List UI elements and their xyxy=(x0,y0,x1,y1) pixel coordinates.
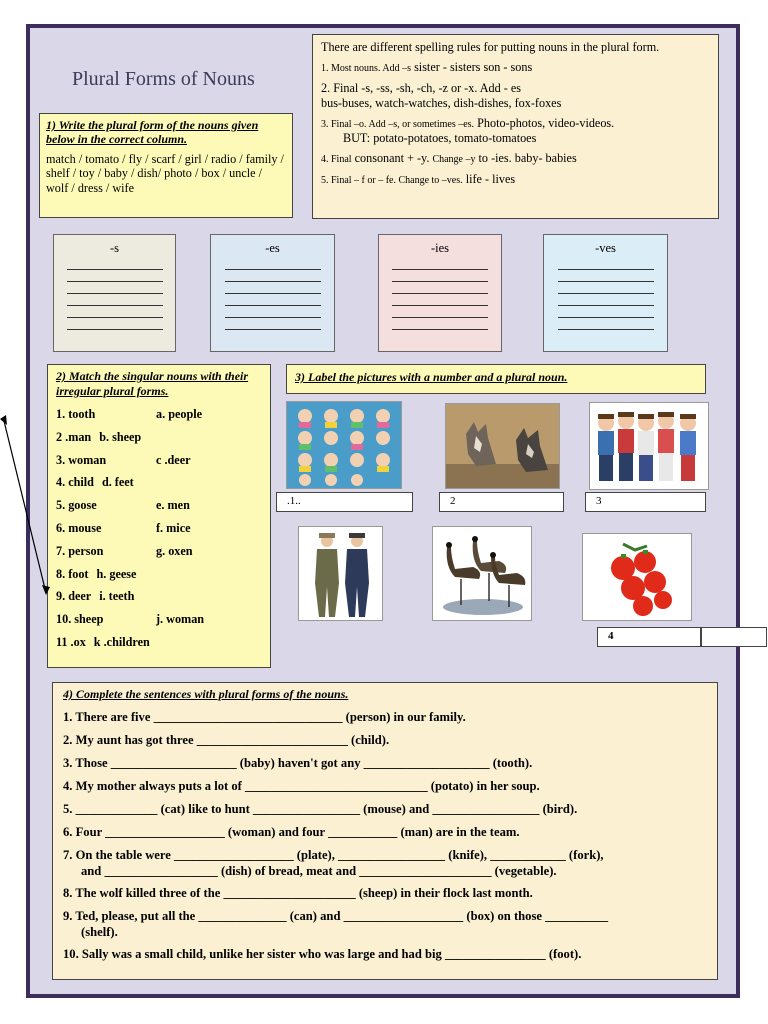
men-image xyxy=(299,527,383,621)
singular-noun: 2 .man xyxy=(56,429,92,444)
rule-2 xyxy=(321,81,710,110)
rule-3-examples: Photo-photos, video-videos. xyxy=(474,115,615,130)
wolves-image xyxy=(446,404,560,489)
match-pair[interactable] xyxy=(56,517,262,540)
tomatoes-image xyxy=(583,534,692,621)
match-pair[interactable] xyxy=(56,449,262,472)
match-pair[interactable] xyxy=(56,403,262,426)
column-s xyxy=(53,234,176,352)
sentence-5[interactable]: 5. _____________ (cat) like to hunt _________________ (mouse) and _________________ (bird). xyxy=(63,802,578,816)
task-3-heading-box xyxy=(286,364,706,394)
wolves-picture xyxy=(445,403,560,489)
plural-noun: h. geese xyxy=(96,566,137,581)
column-ves-lines[interactable] xyxy=(544,258,667,330)
sentence-9[interactable] xyxy=(63,908,707,940)
singular-noun: 4. child xyxy=(56,475,94,490)
rules-intro: There are different spelling rules for putting nouns in the plural form. xyxy=(321,40,660,54)
singular-noun: 10. sheep xyxy=(56,612,104,627)
sentence-3[interactable]: 3. Those ____________________ (baby) haven't got any ____________________ (tooth). xyxy=(63,756,533,770)
rule-4 xyxy=(321,151,710,166)
sentence-4[interactable]: 4. My mother always puts a lot of _____________________________ (potato) in her soup. xyxy=(63,779,540,793)
column-es xyxy=(210,234,335,352)
sentence-1[interactable]: 1. There are five ______________________________ (person) in our family. xyxy=(63,710,466,724)
singular-noun: 11 .ox xyxy=(56,634,86,649)
sentence-7-line2: and __________________ (dish) of bread, meat and _____________________ (vegetable). xyxy=(81,864,557,878)
plural-noun: c .deer xyxy=(156,452,191,467)
rule-4-examples: to -ies. baby- babies xyxy=(475,151,577,166)
column-ves xyxy=(543,234,668,352)
match-pair[interactable] xyxy=(56,540,262,563)
matching-arrow xyxy=(0,415,60,595)
rule-4-change: Change –y xyxy=(432,154,476,166)
plural-noun: d. feet xyxy=(101,475,134,490)
men-picture xyxy=(298,526,383,621)
page-title: Plural Forms of Nouns xyxy=(72,68,255,90)
match-pair[interactable] xyxy=(56,585,262,608)
plural-noun: f. mice xyxy=(156,520,191,535)
children-image xyxy=(590,403,709,490)
picture-1-label[interactable]: .1.. xyxy=(276,492,413,512)
babies-picture xyxy=(286,401,402,489)
rule-1 xyxy=(321,60,710,75)
match-pair[interactable] xyxy=(56,471,262,494)
sentence-7[interactable] xyxy=(63,847,707,879)
sentence-9-line2: (shelf). xyxy=(81,925,118,939)
picture-3-label[interactable]: 3 xyxy=(585,492,706,512)
match-pair[interactable] xyxy=(56,563,262,586)
column-es-lines[interactable] xyxy=(211,258,334,330)
rule-1-label: 1. Most nouns. Add –s xyxy=(321,63,412,75)
rule-5-examples: life - lives xyxy=(462,171,516,186)
geese-image xyxy=(433,527,532,621)
plural-noun: b. sheep xyxy=(99,429,142,444)
sentence-8[interactable]: 8. The wolf killed three of the _____________________ (sheep) in their flock last month. xyxy=(63,886,533,900)
column-ies xyxy=(378,234,502,352)
children-picture xyxy=(589,402,709,490)
singular-noun: 1. tooth xyxy=(56,407,96,421)
column-ies-lines[interactable] xyxy=(379,258,501,330)
plural-noun: k .children xyxy=(93,634,150,649)
column-s-lines[interactable] xyxy=(54,258,175,330)
rule-5 xyxy=(321,172,710,187)
match-pair[interactable] xyxy=(56,631,262,654)
rule-4-mid: consonant + -y. xyxy=(351,151,433,166)
task-4-box xyxy=(52,682,718,980)
task-1-heading: 1) Write the plural form of the nouns given below in the correct column. xyxy=(46,118,259,147)
sentence-6[interactable]: 6. Four ___________________ (woman) and four ___________ (man) are in the team. xyxy=(63,825,520,839)
rule-4-label: 4. Final xyxy=(321,154,352,166)
rule-3-line2: BUT: potato-potatoes, tomato-tomatoes xyxy=(343,130,537,145)
picture-4-answer-box[interactable] xyxy=(701,627,767,647)
sentence-2[interactable]: 2. My aunt has got three ________________________ (child). xyxy=(63,733,390,747)
plural-noun: e. men xyxy=(156,498,190,513)
singular-noun: 5. goose xyxy=(56,498,97,513)
task-4-heading: 4) Complete the sentences with plural forms of the nouns. xyxy=(63,687,349,701)
geese-picture xyxy=(432,526,532,621)
column-ies-label: -ies xyxy=(430,241,450,255)
singular-noun: 7. person xyxy=(56,543,104,558)
rule-2-line1: 2. Final -s, -ss, -sh, -ch, -z or -x. Add - es xyxy=(321,81,522,96)
plural-noun: g. oxen xyxy=(156,543,193,558)
singular-noun: 9. deer xyxy=(56,589,92,604)
rule-2-line2: bus-buses, watch-watches, dish-dishes, fox-foxes xyxy=(321,95,562,110)
singular-noun: 6. mouse xyxy=(56,520,102,535)
rule-1-examples: sister - sisters son - sons xyxy=(411,60,533,75)
singular-noun: 3. woman xyxy=(56,452,107,467)
picture-2-label[interactable]: 2 xyxy=(439,492,564,512)
column-s-label: -s xyxy=(109,241,120,255)
plural-noun: a. people xyxy=(156,407,203,421)
match-pair[interactable] xyxy=(56,494,262,517)
plural-noun: i. teeth xyxy=(99,589,135,604)
plural-noun: j. woman xyxy=(156,612,205,627)
spelling-rules-box xyxy=(312,34,719,219)
sentence-9-line1: 9. Ted, please, put all the ______________ (can) and ___________________ (box) on those __________ xyxy=(63,909,609,923)
rule-3 xyxy=(321,116,710,145)
column-es-label: -es xyxy=(265,241,280,255)
sentence-10[interactable]: 10. Sally was a small child, unlike her sister who was large and had big ________________ (foot). xyxy=(63,947,582,961)
babies-grid-image xyxy=(287,402,402,489)
column-ves-label: -ves xyxy=(595,241,616,255)
singular-noun: 8. foot xyxy=(56,566,89,581)
task-1-box xyxy=(39,113,293,218)
rule-3-label: 3. Final –o. Add –s, or sometimes –es. xyxy=(321,118,475,130)
tomatoes-picture xyxy=(582,533,692,621)
task-2-heading: 2) Match the singular nouns with their irregular plural forms. xyxy=(56,369,249,398)
sentence-7-line1: 7. On the table were ___________________ (plate), _________________ (knife), ____________ (fork), xyxy=(63,848,604,862)
match-pair[interactable] xyxy=(56,426,262,449)
task-1-word-list: match / tomato / fly / scarf / girl / radio / family / shelf / toy / baby / dish/ photo / box / uncle / wolf / dress / wife xyxy=(46,151,284,196)
picture-4-label[interactable]: 4 xyxy=(597,627,701,647)
match-pair[interactable] xyxy=(56,608,262,631)
task-3-heading: 3) Label the pictures with a number and a plural noun. xyxy=(295,370,568,384)
task-2-box xyxy=(47,364,271,668)
rule-5-label: 5. Final – f or – fe. Change to –ves. xyxy=(321,174,463,186)
